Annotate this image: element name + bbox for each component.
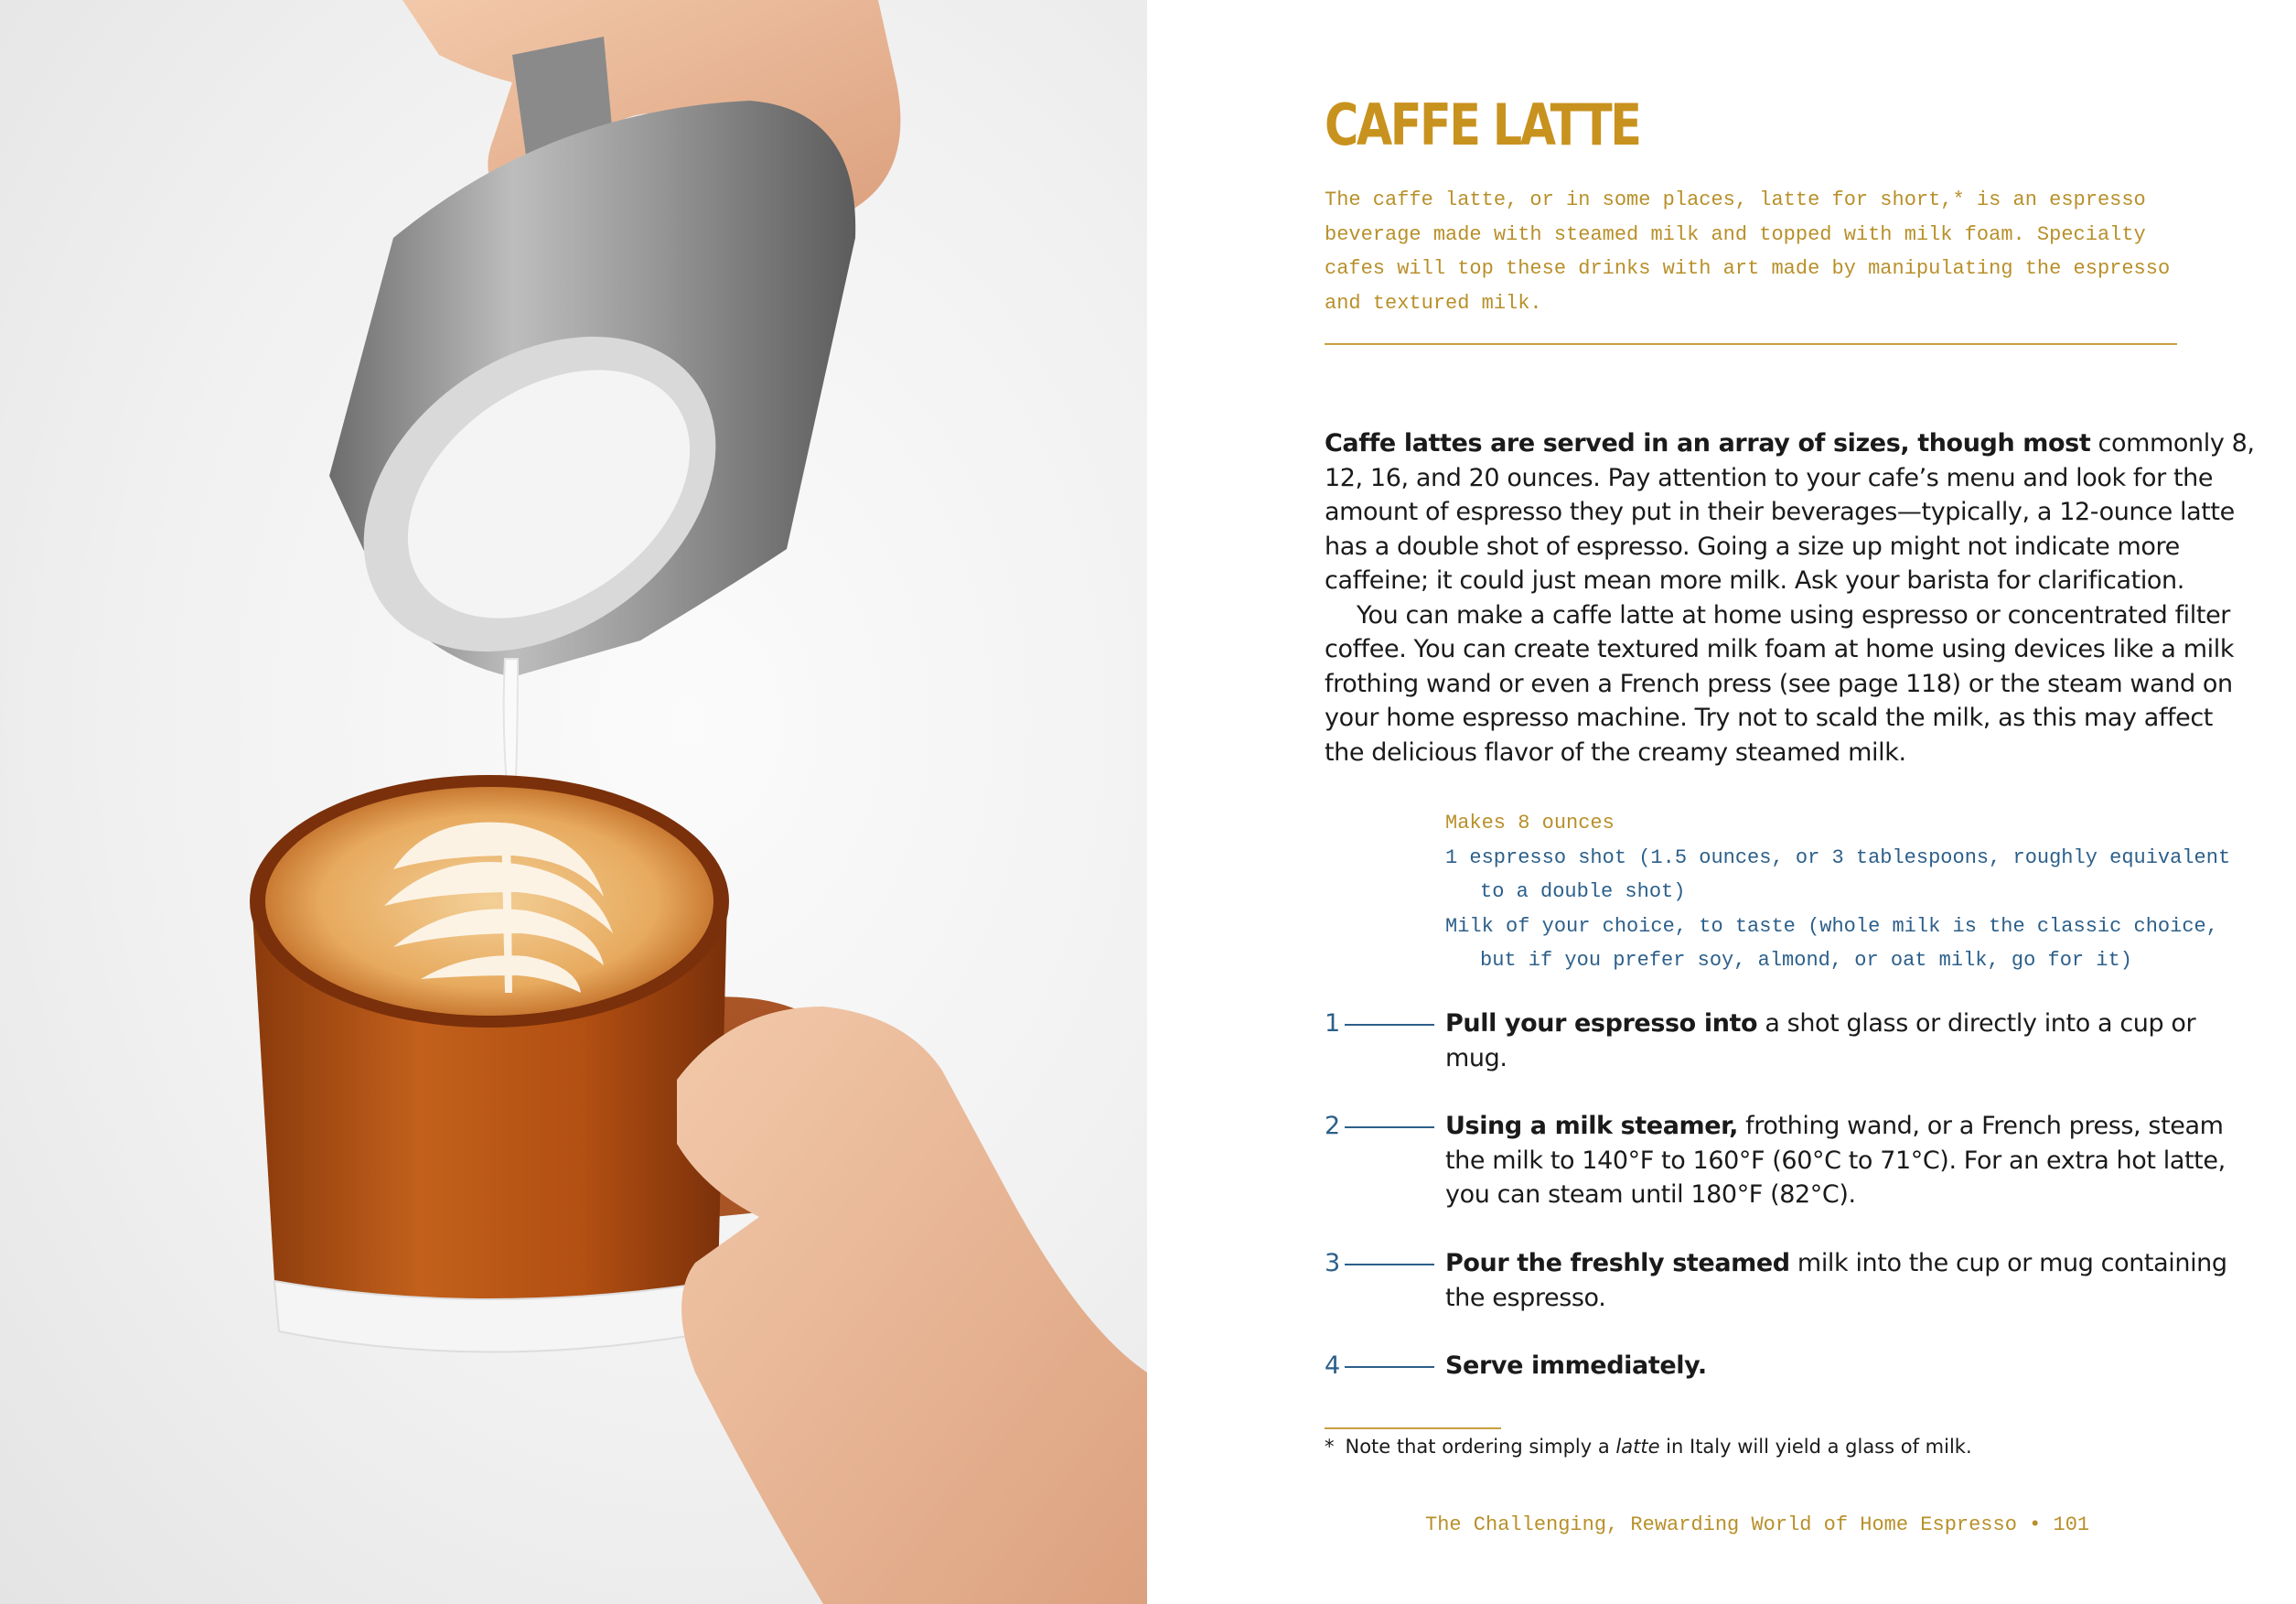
footnote-text-em: latte <box>1615 1436 1660 1458</box>
bottom-hand <box>677 1007 1147 1604</box>
step-text <box>1445 1246 2232 1315</box>
photo-illustration <box>0 0 1147 1604</box>
step-leader-line <box>1345 1126 1434 1128</box>
step-number: 4 <box>1325 1351 1341 1380</box>
step-leader-line <box>1345 1264 1434 1265</box>
step-bold-text: Pull your espresso into <box>1445 1009 1758 1038</box>
recipe-title: CAFFE LATTE <box>1325 92 1640 158</box>
recipe-body <box>1325 426 2258 770</box>
recipe-intro: The caffe latte, or in some places, latte for short,* is an espresso beverage made with steamed milk and topped with milk foam. Specialty cafes will top these drinks with art made by manipulating the espresso and textured milk. <box>1325 188 2171 315</box>
step-text <box>1445 1007 2232 1075</box>
step-number: 1 <box>1325 1009 1341 1038</box>
step-text <box>1445 1349 2232 1383</box>
intro-divider <box>1325 343 2177 345</box>
ingredient-list <box>1445 806 2232 978</box>
latte-pour-photo <box>0 0 1147 1604</box>
page-folio: The Challenging, Rewarding World of Home Espresso • 101 <box>1425 1513 2090 1536</box>
footnote <box>1325 1433 2148 1460</box>
step-bold-text: Using a milk steamer, <box>1445 1112 1738 1140</box>
step-text <box>1445 1109 2232 1212</box>
step-leader-line <box>1345 1366 1434 1368</box>
step-rest-text: milk into the cup or mug containing the espresso. <box>1445 1249 2227 1312</box>
body-paragraph-1-rest: commonly 8, 12, 16, and 20 ounces. Pay attention to your cafe’s menu and look for the amount of espresso they put in their beverages—typically, a 12-ounce latte has a double shot of espresso. Going a size up might not indicate more caffeine; it could just mean more milk. Ask your barista for clarification. <box>1325 429 2255 595</box>
footnote-marker: * <box>1325 1436 1335 1458</box>
step-number: 2 <box>1325 1112 1341 1140</box>
step-bold-text: Serve immediately. <box>1445 1351 1707 1380</box>
step-rest-text: a shot glass or directly into a cup or mug. <box>1445 1009 2196 1072</box>
ingredient-item: 1 espresso shot (1.5 ounces, or 3 tablespoons, roughly equivalent to a double shot) <box>1445 845 2231 903</box>
footnote-text-pre: Note that ordering simply a <box>1345 1436 1616 1458</box>
crema <box>265 787 713 1016</box>
body-paragraph-1 <box>1325 426 2258 598</box>
step-leader-line <box>1345 1024 1434 1026</box>
footnote-text-post: in Italy will yield a glass of milk. <box>1659 1436 1972 1458</box>
ingredient-item: Milk of your choice, to taste (whole milk is the classic choice, but if you prefer soy, almond, or oat milk, go for it) <box>1445 914 2218 972</box>
body-paragraph-2: You can make a caffe latte at home using espresso or concentrated filter coffee. You can create textured milk foam at home using devices like a milk frothing wand or even a French press (see page 118) or the steam wand on your home espresso machine. Try not to scald the milk, as this may affect the delicious flavor of the creamy steamed milk. <box>1325 600 2235 767</box>
recipe-yield: Makes 8 ounces <box>1445 812 1615 834</box>
recipe-page <box>1147 0 2296 1604</box>
step-bold-text: Pour the freshly steamed <box>1445 1249 1790 1277</box>
step-rest-text: frothing wand, or a French press, steam the milk to 140°F to 160°F (60°C to 71°C). For an extra hot latte, you can steam until 180°F (82°C). <box>1445 1112 2226 1209</box>
footnote-divider <box>1325 1427 1501 1429</box>
step-number: 3 <box>1325 1249 1341 1277</box>
body-paragraph-1-lead: Caffe lattes are served in an array of sizes, though most <box>1325 429 2091 458</box>
